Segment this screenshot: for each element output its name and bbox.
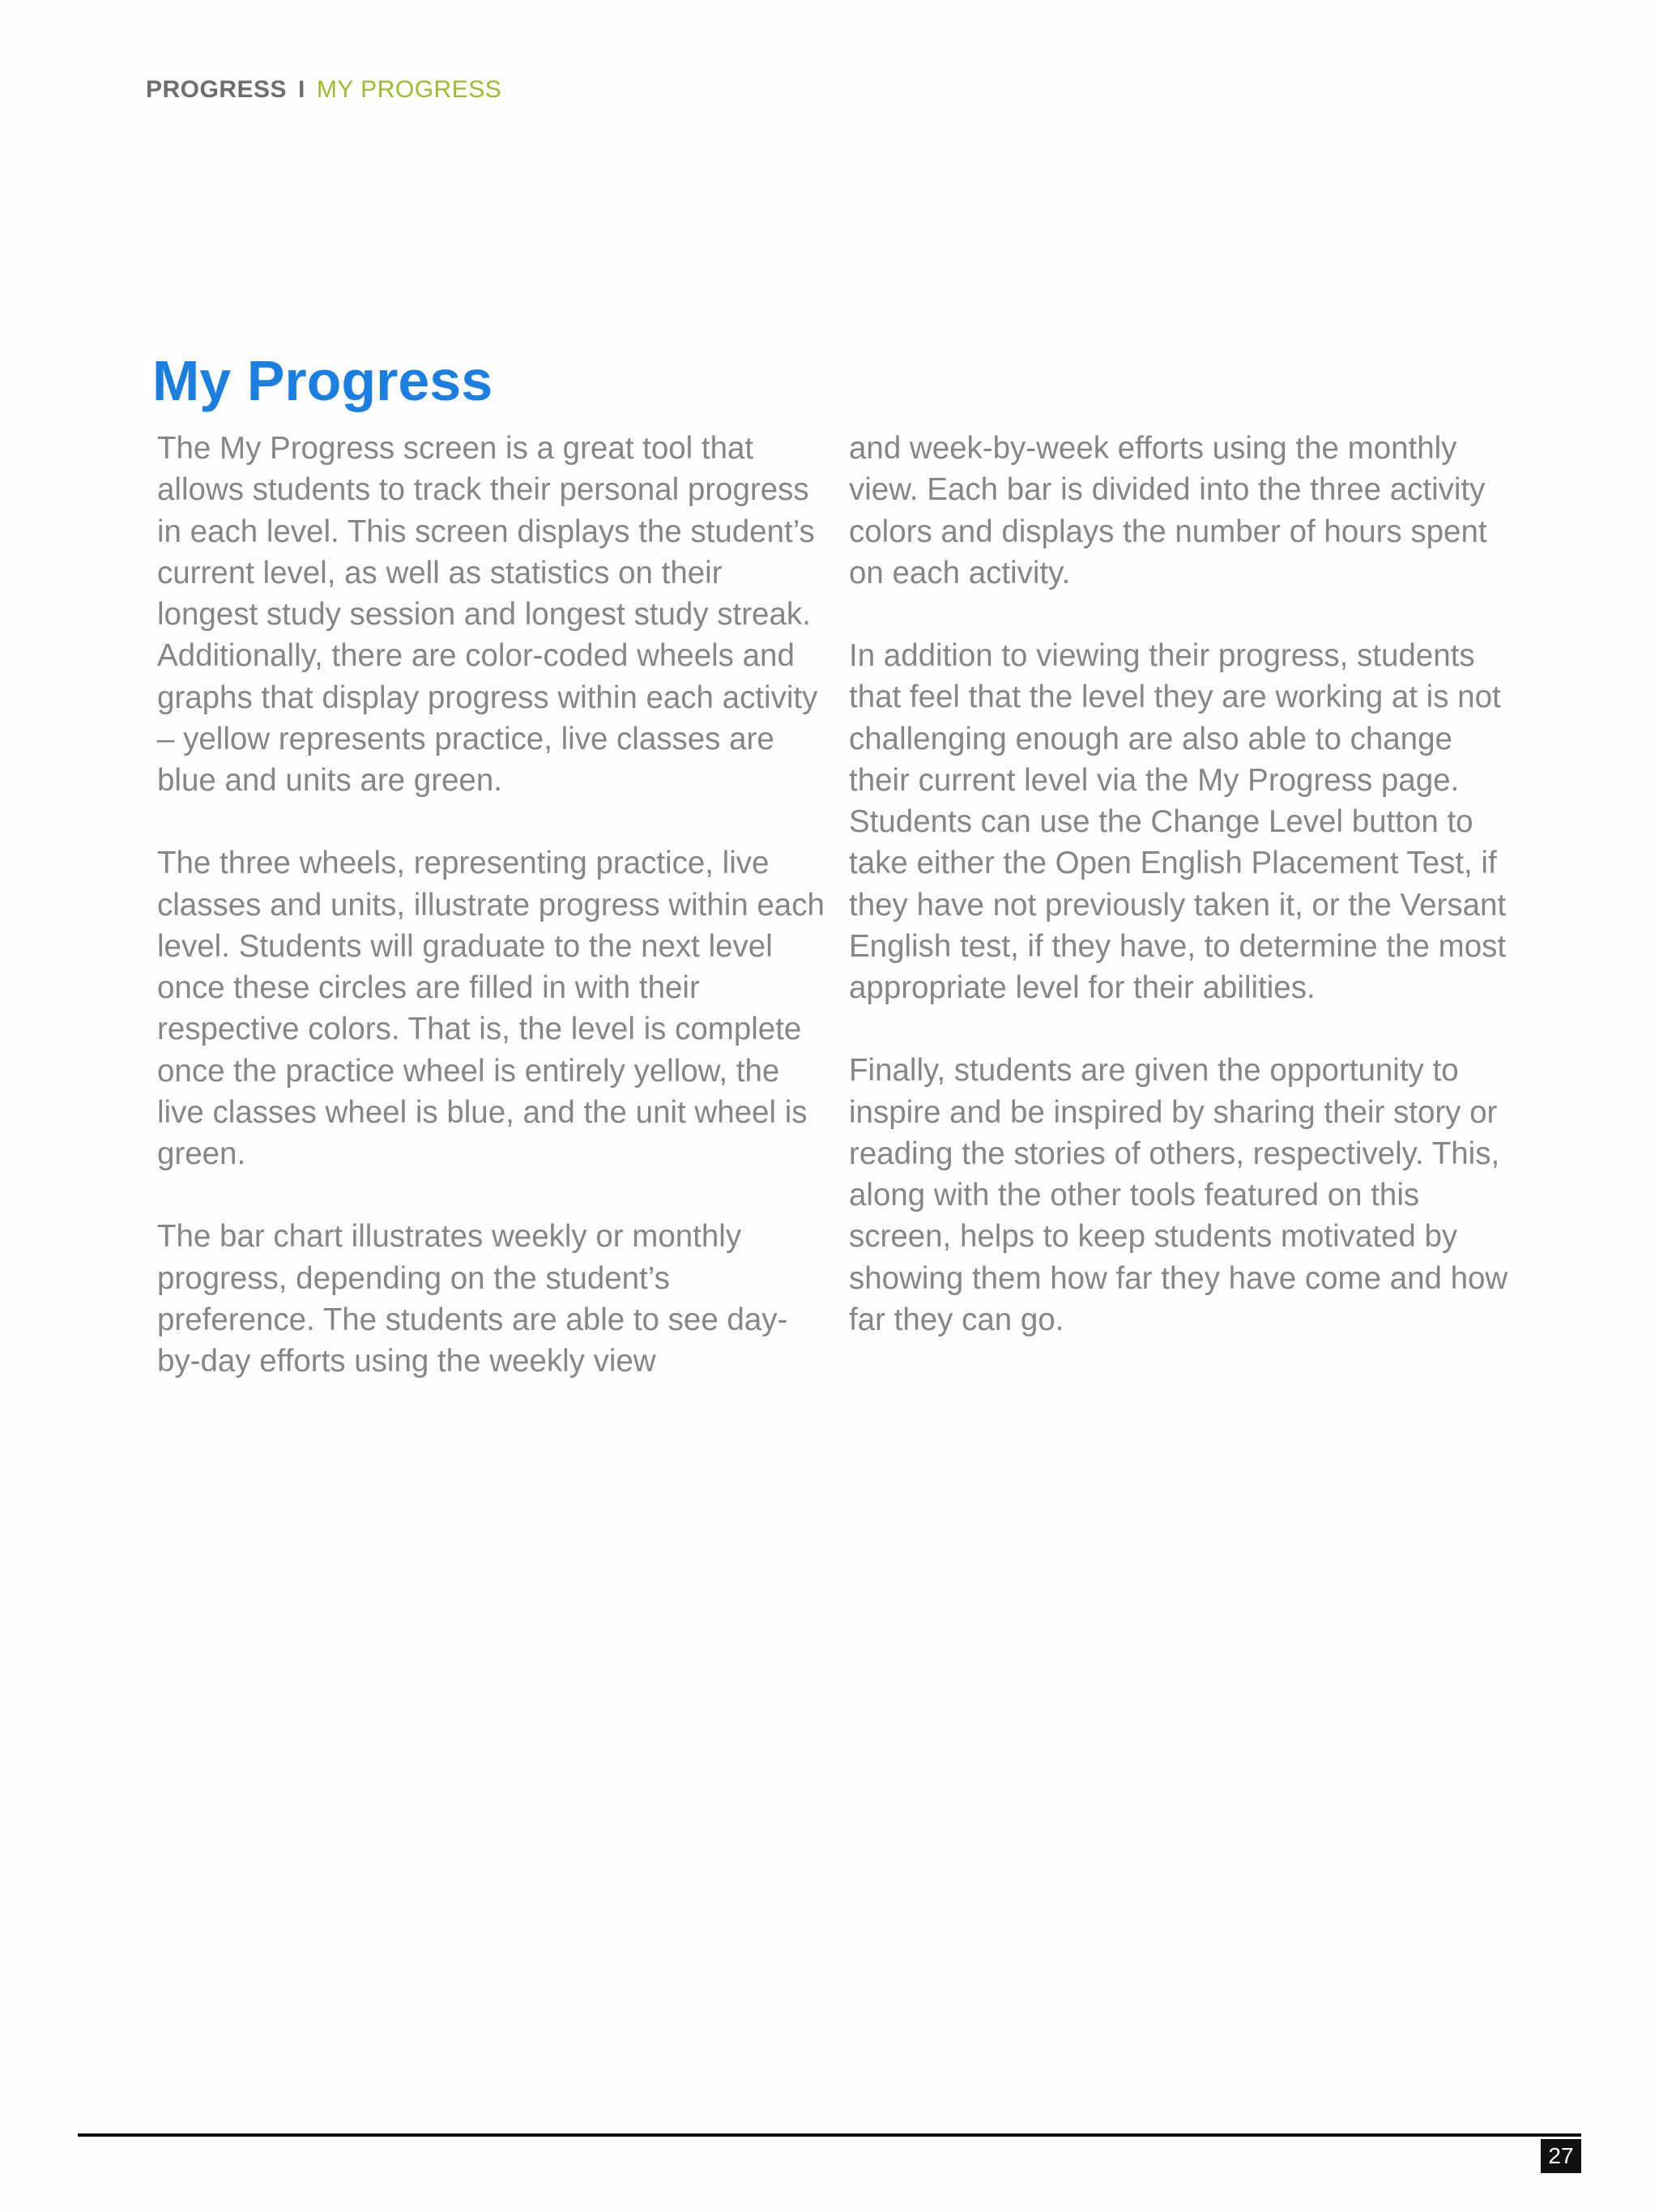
breadcrumb-section: PROGRESS (146, 76, 288, 103)
paragraph-bar-chart-continued: and week-by-week efforts using the monthly view. Each bar is divided into the three activity colors and displays the number of hours spent on each activity. (849, 431, 1487, 590)
page-number: 27 (1541, 2139, 1581, 2173)
paragraph-intro: The My Progress screen is a great tool that allows students to track their personal progress in each level. This screen displays the student’s current level, as well as statistics on their longest study session and longest study streak. Additionally, there are color-coded wheels and graphs that display progress within each activity – yellow represents practice, live classes are blue and units are green. (157, 431, 818, 798)
paragraph-bar-chart: The bar chart illustrates weekly or monthly progress, depending on the student’s preference. The students are able to see day-by-day efforts using the weekly view (157, 1219, 788, 1379)
breadcrumb-current-page: MY PROGRESS (316, 76, 502, 103)
breadcrumb-separator: I (298, 76, 305, 103)
footer-rule (78, 2133, 1581, 2137)
paragraph-change-level: In addition to viewing their progress, students that feel that the level they are working at is not challenging enough are also able to change their current level via the My Progress page. Students can use the Change Level button to take either the Open English Placement Test, if they have not previously taken it, or the Versant English test, if they have, to determine the most appropriate level for their abilities. (849, 638, 1507, 1005)
breadcrumb (146, 75, 501, 105)
right-column (849, 428, 1521, 1382)
left-column (157, 428, 830, 1423)
paragraph-wheels: The three wheels, representing practice, live classes and units, illustrate progress within each level. Students will graduate to the next level once these circles are filled in with their respective colors. That is, the level is complete once the practice wheel is entirely yellow, the live classes wheel is blue, and the unit wheel is green. (157, 846, 825, 1171)
page-title: My Progress (152, 349, 493, 412)
paragraph-stories: Finally, students are given the opportunity to inspire and be inspired by sharing their story or reading the stories of others, respectively. This, along with the other tools featured on this screen, helps to keep students motivated by showing them how far they have come and how far they can go. (849, 1053, 1508, 1337)
